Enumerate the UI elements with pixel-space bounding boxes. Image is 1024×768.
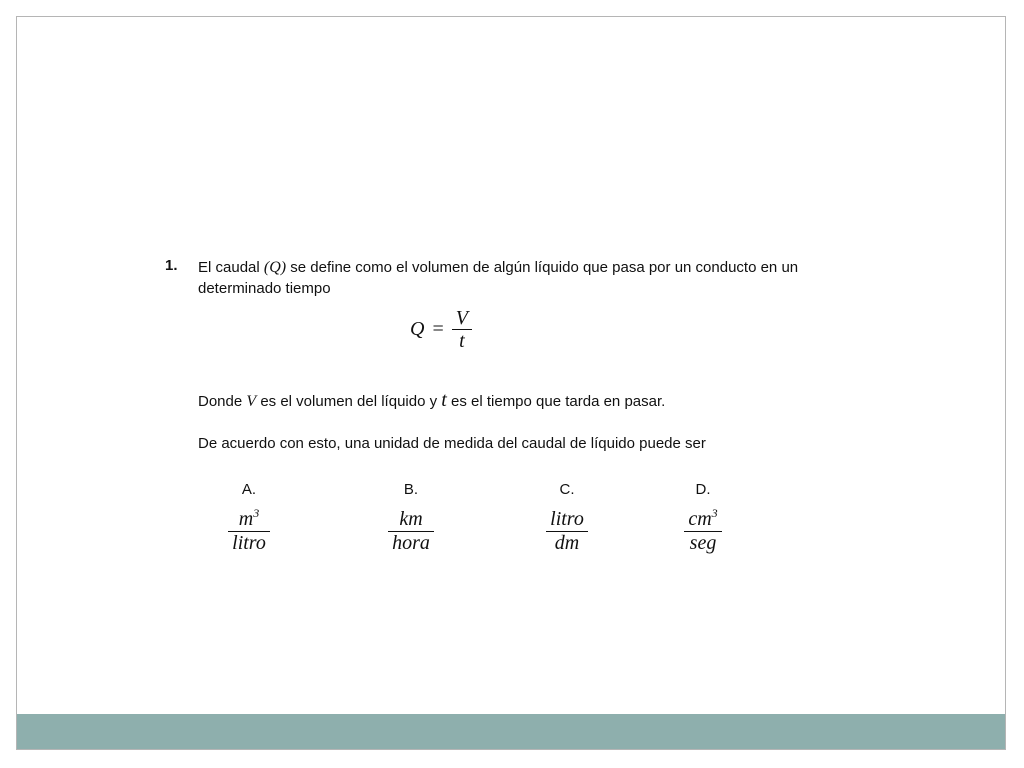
option-d[interactable] (663, 481, 743, 555)
question-text (198, 257, 838, 299)
option-denominator: seg (689, 532, 717, 554)
option-denominator: dm (554, 532, 580, 554)
v-symbol: V (246, 393, 257, 410)
definition-part3: es el tiempo que tarda en pasar. (446, 393, 666, 410)
option-letter: B. (403, 481, 419, 498)
option-numerator: km (399, 508, 423, 530)
option-letter: C. (559, 481, 575, 498)
option-letter: A. (241, 481, 257, 498)
footer-bar (17, 714, 1005, 749)
definition-text (198, 389, 665, 412)
option-fraction (546, 508, 588, 555)
question-number: 1. (165, 257, 178, 274)
question-text-part2: se define como el volumen de algún líquido que pasa por un conducto en un determinado tiempo (198, 259, 799, 297)
question-prompt: De acuerdo con esto, una unidad de medida del caudal de líquido puede ser (198, 435, 706, 452)
formula-denominator: t (459, 330, 465, 352)
option-denominator: litro (232, 532, 266, 554)
formula-equals: = (432, 318, 444, 340)
option-b[interactable] (371, 481, 451, 555)
definition-part2: es el volumen del líquido y (256, 393, 442, 410)
option-a[interactable] (209, 481, 289, 555)
option-fraction (228, 508, 270, 555)
t-symbol: t (441, 389, 447, 411)
option-fraction (388, 508, 434, 555)
definition-part1: Donde (198, 393, 247, 410)
formula-numerator: V (455, 307, 468, 329)
formula-fraction (452, 307, 472, 352)
option-numerator: $cm^3$ (688, 506, 718, 530)
option-numerator: $m^3$ (238, 506, 260, 530)
flow-formula (410, 307, 472, 352)
option-numerator: litro (550, 508, 584, 530)
slide (16, 16, 1006, 750)
option-fraction (684, 508, 721, 555)
q-symbol: (Q) (263, 259, 287, 276)
formula-lhs: Q (410, 318, 425, 340)
option-c[interactable] (527, 481, 607, 555)
option-letter: D. (695, 481, 711, 498)
option-denominator: hora (392, 532, 430, 554)
question-text-part1: El caudal (198, 259, 264, 276)
